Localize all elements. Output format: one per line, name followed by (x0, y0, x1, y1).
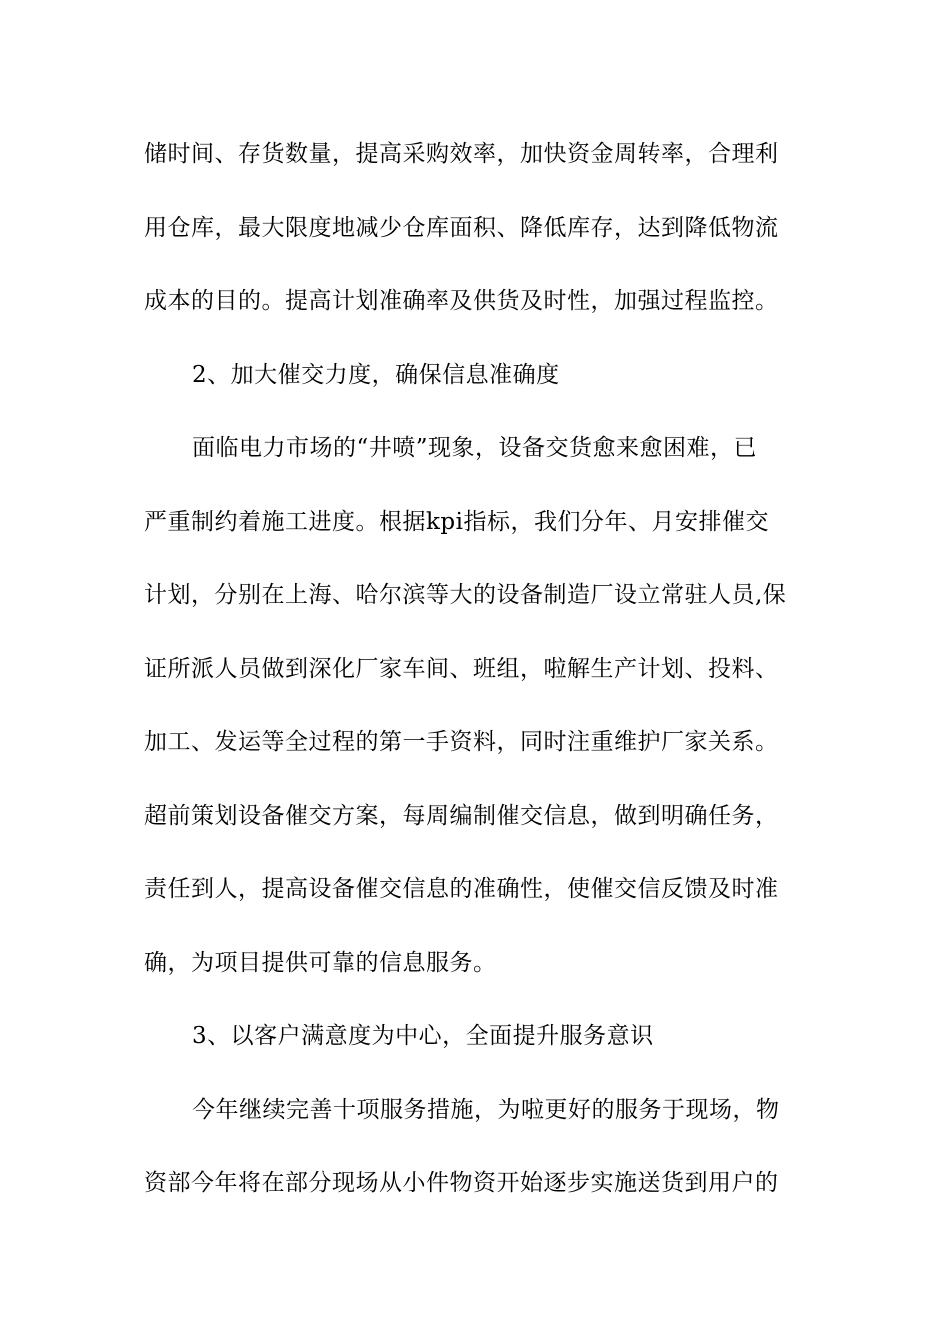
text-line: 严重制约着施工进度。根据kpi指标，我们分年、月安排催交 (144, 508, 770, 535)
text-line: 储时间、存货数量，提高采购效率，加快资金周转率，合理利 (144, 141, 779, 167)
text-line: 成本的目的。提高计划准确率及供货及时性，加强过程监控。 (144, 288, 779, 314)
text-line: 加工、发运等全过程的第一手资料，同时注重维护厂家关系。 (144, 729, 779, 755)
text-line: 面临电力市场的“井喷”现象，设备交货愈来愈困难，已 (192, 435, 758, 461)
text-line: 超前策划设备催交方案，每周编制催交信息，做到明确任务， (144, 802, 779, 829)
text-line: 资部今年将在部分现场从小件物资开始逐步实施送货到用户的 (144, 1170, 779, 1196)
text-line: 今年继续完善十项服务措施，为啦更好的服务于现场，物 (192, 1096, 780, 1123)
text-line: 责任到人，提高设备催交信息的准确性，使催交信反馈及时准 (144, 876, 779, 902)
section-heading: 3、以客户满意度为中心，全面提升服务意识 (192, 1023, 654, 1049)
text-line: 确，为项目提供可靠的信息服务。 (144, 949, 497, 976)
text-line: 计划，分别在上海、哈尔滨等大的设备制造厂设立常驻人员,保 (144, 582, 787, 608)
text-line: 用仓库，最大限度地减少仓库面积、降低库存，达到降低物流 (144, 214, 779, 241)
document-body (144, 131, 824, 1234)
section-heading: 2、加大催交力度，确保信息准确度 (192, 361, 560, 388)
text-line: 证所派人员做到深化厂家车间、班组，啦解生产计划、投料、 (144, 655, 779, 682)
